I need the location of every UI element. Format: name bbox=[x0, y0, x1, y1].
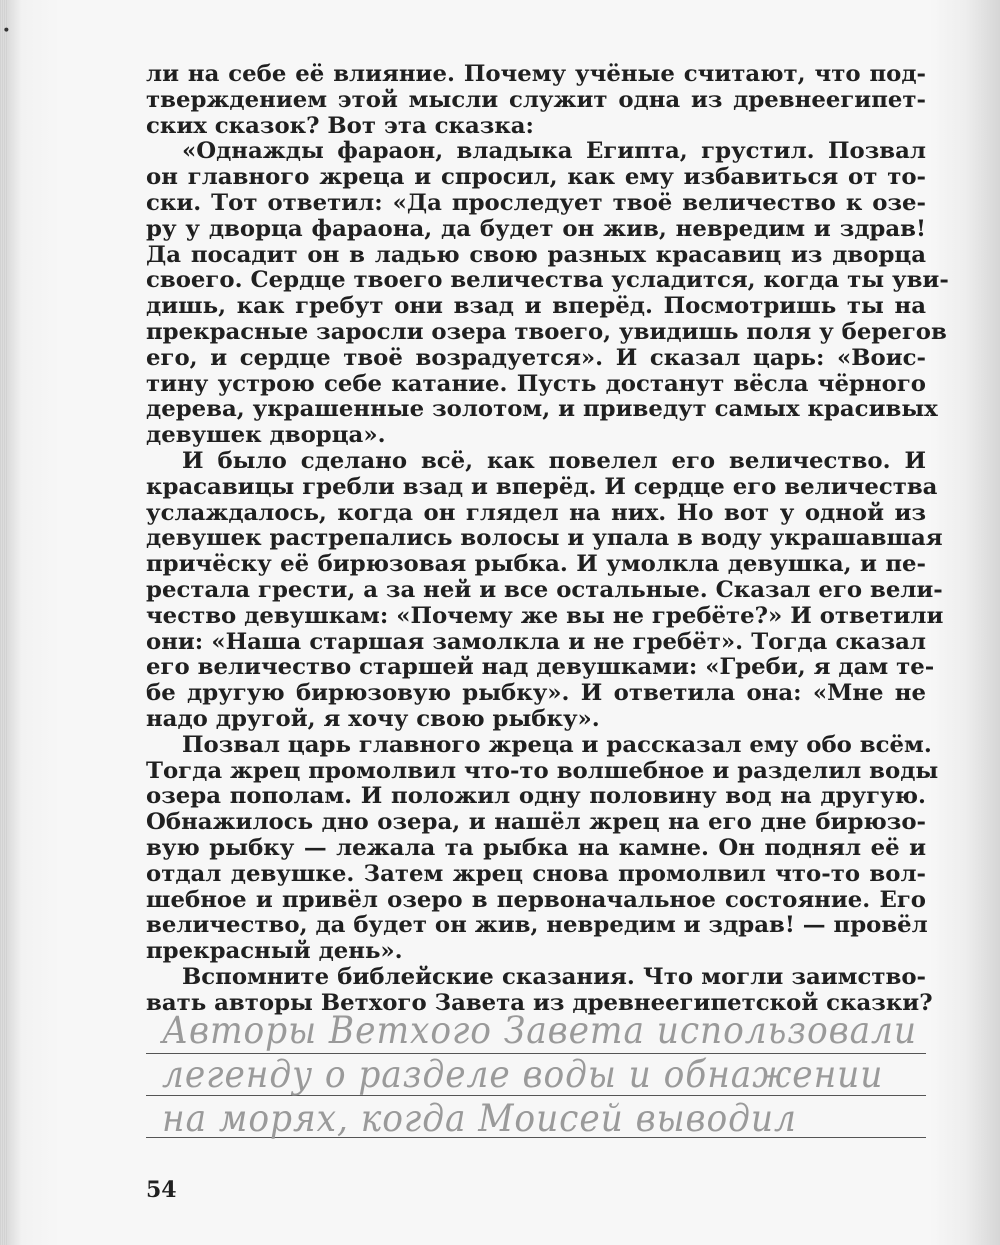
text-line: вать авторы Ветхого Завета из древнеегипетской сказки? bbox=[146, 989, 933, 1016]
text-line: прекрасные заросли озера твоего, увидишь поля у берегов bbox=[146, 318, 947, 345]
text-line: прекрасный день». bbox=[146, 938, 403, 965]
main-text bbox=[146, 61, 949, 1016]
text-line: своего. Сердце твоего величества усладится, когда ты уви- bbox=[146, 267, 949, 294]
handwritten-answer-line-3: на морях, когда Моисей выводил bbox=[162, 1097, 797, 1140]
text-line: величество, да будет он жив, невредим и здрав! — провёл bbox=[146, 912, 928, 939]
text-line: бе другую бирюзовую рыбку». И ответила она: «Мне не bbox=[146, 680, 926, 707]
text-line: Тогда жрец промолвил что-то волшебное и разделил воды bbox=[146, 757, 939, 784]
handwritten-answer-line-2: легенду о разделе воды и обнажении bbox=[162, 1053, 884, 1096]
text-line: чество девушкам: «Почему же вы не гребёте?» И ответили bbox=[146, 602, 944, 629]
text-line: ских сказок? Вот эта сказка: bbox=[146, 112, 534, 139]
text-line: девушек растрепались волосы и упала в воду украшавшая bbox=[146, 525, 943, 552]
text-line: «Однажды фараон, владыка Египта, грустил. Позвал bbox=[182, 138, 926, 165]
text-line: они: «Наша старшая замолкла и не гребёт». Тогда сказал bbox=[146, 628, 926, 655]
stray-mark: ∙ bbox=[2, 22, 11, 38]
text-line: озера пополам. И положил одну половину вод на другую. bbox=[146, 783, 926, 810]
text-line: отдал девушке. Затем жрец снова промолвил что-то вол- bbox=[146, 860, 926, 887]
text-line: причёску её бирюзовая рыбка. И умолкла девушка, и пе- bbox=[146, 551, 926, 578]
answer-area bbox=[146, 1009, 936, 1145]
text-line: рестала грести, а за ней и все остальные. Сказал его вели- bbox=[146, 576, 943, 603]
text-line: Обнажилось дно озера, и нашёл жрец на его дне бирюзо- bbox=[146, 809, 926, 836]
text-line: его величество старшей над девушками: «Греби, я дам те- bbox=[146, 654, 935, 681]
text-line: Позвал царь главного жреца и рассказал ему обо всём. bbox=[182, 731, 932, 758]
text-line: его, и сердце твоё возрадуется». И сказал царь: «Воис- bbox=[146, 344, 926, 371]
text-line: тверждением этой мысли служит одна из древнеегипет- bbox=[146, 86, 926, 113]
text-line: ру у дворца фараона, да будет он жив, невредим и здрав! bbox=[146, 215, 926, 242]
text-line: тину устрою себе катание. Пусть достанут вёсла чёрного bbox=[146, 370, 926, 397]
text-line: Вспомните библейские сказания. Что могли заимство- bbox=[182, 963, 926, 990]
text-line: ски. Тот ответил: «Да проследует твоё величество к озе- bbox=[146, 189, 926, 216]
text-line: красавицы гребли взад и вперёд. И сердце его величества bbox=[146, 473, 938, 500]
handwritten-answer-line-1: Авторы Ветхого Завета использовали bbox=[162, 1009, 917, 1052]
text-line: вую рыбку — лежала та рыбка на камне. Он поднял её и bbox=[146, 834, 926, 861]
text-line: он главного жреца и спросил, как ему избавиться от то- bbox=[146, 164, 926, 191]
text-line: ли на себе её влияние. Почему учёные считают, что под- bbox=[146, 61, 926, 87]
text-line: дерева, украшенные золотом, и приведут самых красивых bbox=[146, 396, 938, 423]
page-stack-edge bbox=[0, 0, 8, 1245]
text-line: надо другой, я хочу свою рыбку». bbox=[146, 705, 600, 732]
text-line: И было сделано всё, как повелел его величество. И bbox=[182, 447, 926, 474]
page-number: 54 bbox=[146, 1177, 177, 1203]
text-line: услаждалось, когда он глядел на них. Но вот у одной из bbox=[146, 499, 926, 526]
text-line: Да посадит он в ладью свою разных красавиц из дворца bbox=[146, 241, 926, 268]
text-line: дишь, как гребут они взад и вперёд. Посмотришь ты на bbox=[146, 293, 926, 320]
text-line: девушек дворца». bbox=[146, 422, 386, 449]
text-line: шебное и привёл озеро в первоначальное состояние. Его bbox=[146, 886, 926, 913]
